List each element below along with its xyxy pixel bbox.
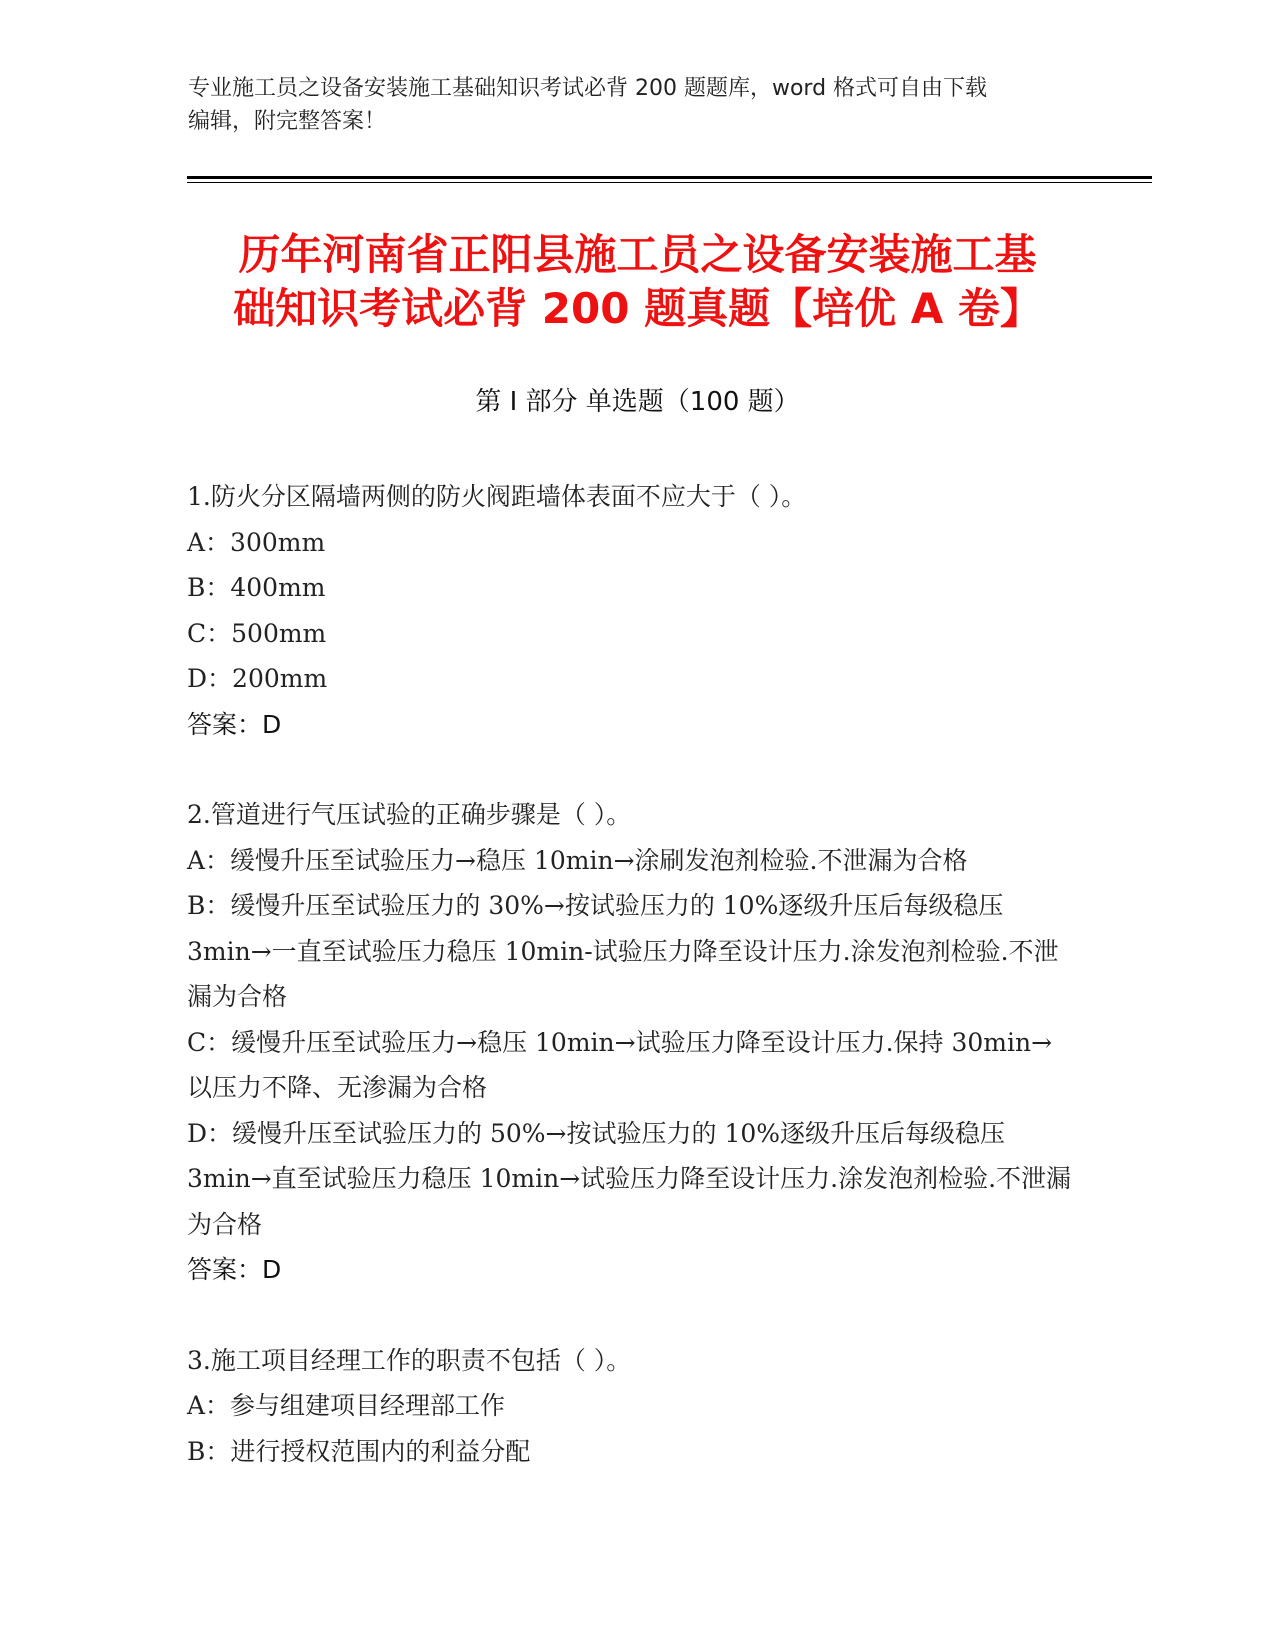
option-d: D：缓慢升压至试验压力的 50%→按试验压力的 10%逐级升压后每级稳压 3min→直至试验压力稳压 10min→试验压力降至设计压力.涂发泡剂检验.不泄漏为合格 — [187, 1118, 1072, 1239]
question-2 — [187, 792, 1077, 1293]
option-c: C：缓慢升压至试验压力→稳压 10min→试验压力降至设计压力.保持 30min→以压力不降、无渗漏为合格 — [187, 1027, 1053, 1102]
option-c: C：500mm — [187, 618, 327, 648]
answer-line: 答案：D — [187, 1255, 282, 1284]
option-a: A：参与组建项目经理部工作 — [187, 1391, 506, 1420]
header-note-line2: 编辑，附完整答案！ — [188, 109, 387, 134]
question-list — [187, 474, 1077, 1519]
option-b: B：400mm — [187, 573, 326, 602]
option-b: B：进行授权范围内的利益分配 — [187, 1436, 531, 1466]
question-stem: 1.防火分区隔墙两侧的防火阀距墙体表面不应大于（ ）。 — [187, 482, 807, 511]
section-heading: 第 I 部分 单选题（100 题） — [475, 387, 800, 417]
option-a: A：300mm — [187, 527, 326, 557]
header-rule-thin — [187, 182, 1152, 183]
question-3 — [187, 1338, 1077, 1475]
header-rule-thick — [187, 176, 1152, 179]
question-stem: 3.施工项目经理工作的职责不包括（ ）。 — [187, 1345, 632, 1375]
document-title-line1: 历年河南省正阳县施工员之设备安装施工基 — [238, 230, 1037, 279]
option-a: A：缓慢升压至试验压力→稳压 10min→涂刷发泡剂检验.不泄漏为合格 — [187, 845, 968, 875]
option-d: D：200mm — [187, 664, 328, 693]
answer-line: 答案：D — [187, 709, 282, 739]
question-1 — [187, 474, 1077, 747]
option-b: B：缓慢升压至试验压力的 30%→按试验压力的 10%逐级升压后每级稳压 3min→一直至试验压力稳压 10min-试验压力降至设计压力.涂发泡剂检验.不泄漏为合格 — [187, 891, 1059, 1011]
header-note-line1: 专业施工员之设备安装施工基础知识考试必背 200 题题库，word 格式可自由下载 — [188, 76, 988, 101]
question-stem: 2.管道进行气压试验的正确步骤是（ ）。 — [187, 800, 632, 829]
document-title-line2: 础知识考试必背 200 题真题【培优 A 卷】 — [233, 284, 1042, 333]
header-note — [188, 72, 1088, 138]
document-title — [150, 228, 1125, 336]
